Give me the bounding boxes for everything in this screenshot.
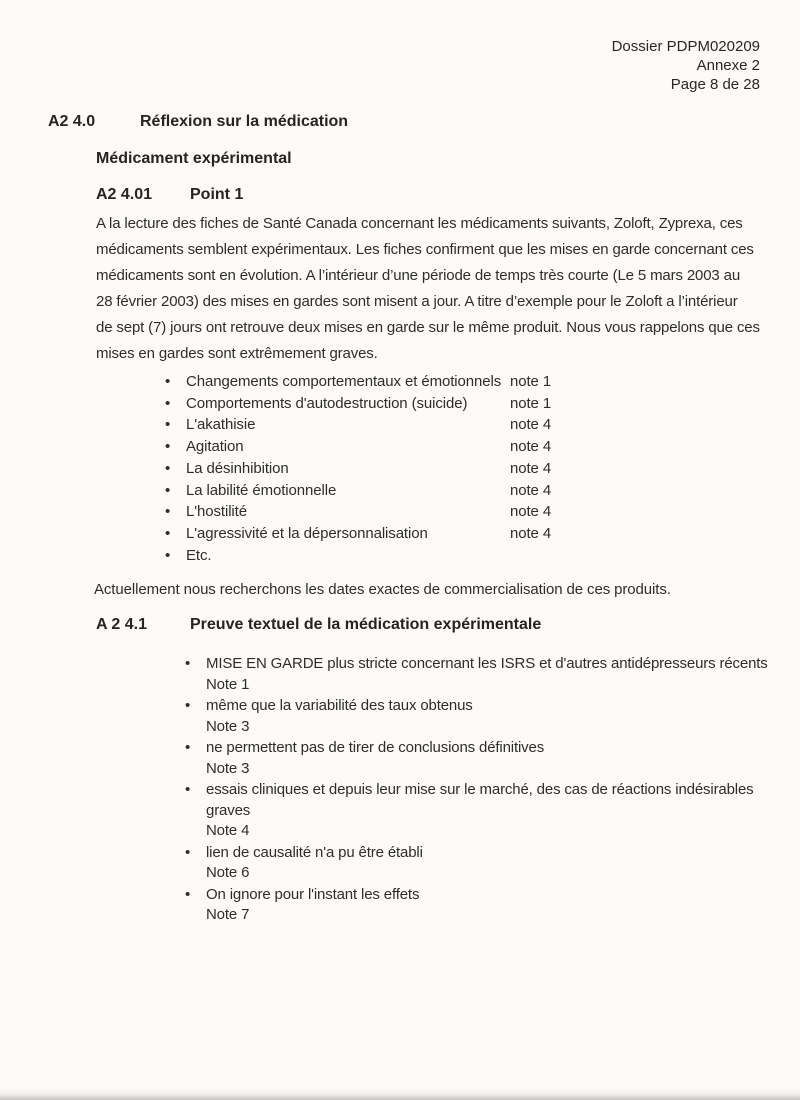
note-reference: Note 7 (206, 906, 250, 923)
note-reference: Note 3 (206, 717, 250, 735)
list-item-text: essais cliniques et depuis leur mise sur le marché, des cas de réactions indésirables (206, 781, 754, 798)
note-reference: note 4 (510, 503, 552, 521)
section-heading-a2-4-01 (96, 186, 243, 204)
bullet-icon (165, 371, 186, 393)
section-title: Réflexion sur la médication (140, 113, 349, 130)
subheading-medicament-experimental: Médicament expérimental (96, 150, 292, 167)
evidence-bullet-list (185, 654, 785, 927)
paragraph-line: 28 février 2003) des mises en gardes sont misent a jour. A titre d’exemple pour le Zoloft a l’intérieur (96, 293, 738, 310)
list-item-text: La labilité émotionnelle (186, 481, 337, 499)
list-item-text: La désinhibition (186, 459, 289, 477)
note-reference: note 4 (510, 459, 552, 477)
list-item-text: Changements comportementaux et émotionnels (186, 373, 502, 390)
bullet-icon (165, 414, 186, 436)
note-reference: note 1 (510, 373, 552, 390)
list-item-text: graves (206, 801, 251, 819)
section-heading-a2-4-0 (48, 113, 348, 131)
paragraph-line: médicaments semblent expérimentaux. Les fiches confirment que les mises en garde concernant ces (96, 241, 754, 258)
list-item-text: lien de causalité n'a pu être établi (206, 843, 423, 861)
list-item (165, 523, 725, 545)
paragraph-line: A la lecture des fiches de Santé Canada concernant les médicaments suivants, Zoloft, Zyprexa, ces (96, 215, 743, 232)
list-item (185, 738, 785, 779)
section-title: Point 1 (190, 186, 244, 203)
paragraph-line: mises en gardes sont extrêmement graves. (96, 345, 378, 362)
section-number: A2 4.0 (48, 113, 96, 130)
list-item (185, 885, 785, 926)
header-dossier: Dossier PDPM020209 (611, 38, 760, 55)
note-reference: Note 4 (206, 822, 250, 839)
list-item (165, 414, 725, 436)
paragraph-line: médicaments sont en évolution. A l’intérieur d’une période de temps très courte (Le 5 mars 2003 au (96, 267, 741, 284)
list-item-text: ne permettent pas de tirer de conclusions définitives (206, 739, 545, 756)
note-reference: Note 1 (206, 675, 250, 693)
bullet-icon (185, 843, 206, 884)
bullet-icon (185, 696, 206, 737)
list-item (165, 458, 725, 480)
list-item-text: même que la variabilité des taux obtenus (206, 697, 473, 714)
list-item (165, 371, 725, 393)
list-item-text: L'akathisie (186, 416, 256, 434)
bullet-icon (185, 885, 206, 926)
note-reference: note 4 (510, 438, 552, 456)
list-item (165, 501, 725, 523)
section-heading-a2-4-1 (96, 616, 541, 634)
bullet-icon (165, 436, 186, 458)
note-reference: note 4 (510, 416, 552, 434)
scan-edge-shadow (0, 1088, 800, 1100)
note-reference: note 4 (510, 481, 552, 499)
note-reference: Note 3 (206, 759, 250, 777)
list-item-text: L'agressivité et la dépersonnalisation (186, 524, 428, 542)
list-item-text: L'hostilité (186, 503, 247, 521)
header-page-number: Page 8 de 28 (670, 76, 760, 93)
list-item (185, 843, 785, 884)
bullet-icon (165, 480, 186, 502)
bullet-icon (165, 393, 186, 415)
section-title: Preuve textuel de la médication expérimentale (190, 616, 542, 633)
list-item (185, 696, 785, 737)
header-annexe: Annexe 2 (696, 57, 760, 74)
list-item-text: On ignore pour l'instant les effets (206, 885, 420, 903)
list-item (165, 480, 725, 502)
document-header (612, 37, 760, 94)
note-reference: note 4 (510, 524, 552, 542)
note-reference: note 1 (510, 394, 552, 412)
symptom-bullet-list (165, 371, 725, 566)
list-item-text: Comportements d'autodestruction (suicide) (186, 394, 468, 412)
list-item (185, 654, 785, 695)
list-item (185, 780, 785, 842)
list-item-text: MISE EN GARDE plus stricte concernant les ISRS et d'autres antidépresseurs récents (206, 655, 768, 672)
note-reference: Note 6 (206, 864, 250, 881)
bullet-icon (165, 545, 186, 567)
list-item-text: Etc. (186, 546, 212, 564)
bullet-icon (185, 738, 206, 779)
body-paragraph (96, 211, 786, 367)
bullet-icon (185, 780, 206, 842)
section-number: A 2 4.1 (96, 616, 147, 633)
list-item (165, 393, 725, 415)
paragraph-line: de sept (7) jours ont retrouve deux mises en garde sur le même produit. Nous vous rappelons que ces (96, 319, 760, 336)
bullet-icon (185, 654, 206, 695)
list-item (165, 436, 725, 458)
section-number: A2 4.01 (96, 186, 153, 203)
body-paragraph-2: Actuellement nous recherchons les dates exactes de commercialisation de ces produits. (94, 581, 671, 598)
bullet-icon (165, 458, 186, 480)
list-item-text: Agitation (186, 438, 244, 456)
bullet-icon (165, 501, 186, 523)
bullet-icon (165, 523, 186, 545)
list-item (165, 545, 725, 567)
